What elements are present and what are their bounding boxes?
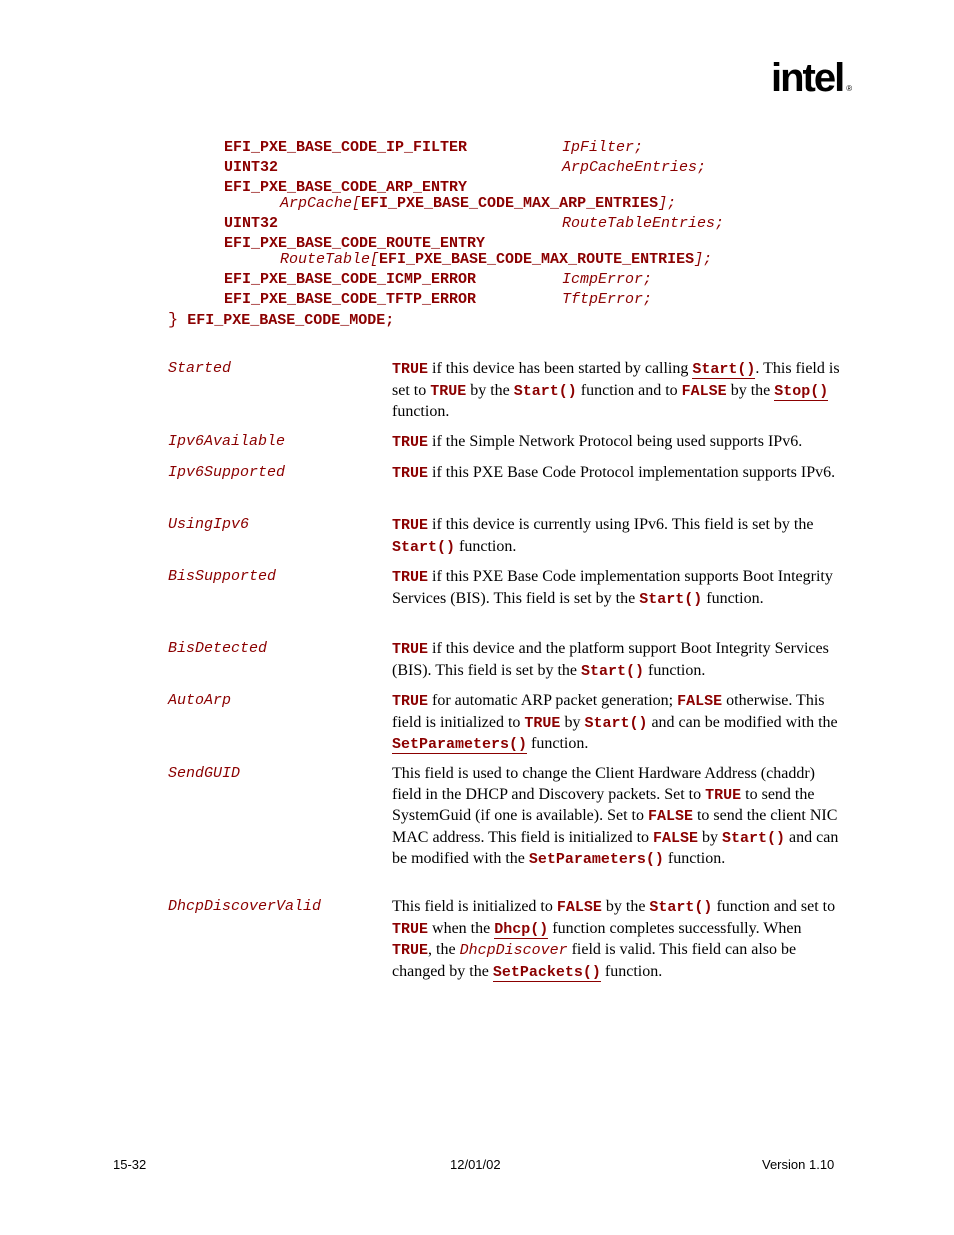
code-field-name: ArpCacheEntries;	[562, 159, 707, 176]
code-field-name: TftpError;	[562, 291, 653, 308]
stop-link[interactable]: Stop()	[774, 382, 829, 400]
field-description: TRUE if this PXE Base Code implementation supports Boot Integrity Services (BIS). This field is set by the Start() function.	[392, 568, 833, 608]
field-description: TRUE for automatic ARP packet generation; FALSE otherwise. This field is initialized to TRUE by Start() and can be modified with the SetParameters() function.	[392, 692, 838, 753]
code-closing: } EFI_PXE_BASE_CODE_MODE;	[168, 311, 395, 330]
field-description: TRUE if this PXE Base Code Protocol implementation supports IPv6.	[392, 464, 836, 482]
intel-logo: intel ®	[771, 56, 853, 100]
code-type: UINT32	[224, 159, 279, 176]
start-link[interactable]: Start()	[692, 361, 756, 378]
field-name: SendGUID	[168, 765, 241, 782]
field-name: BisSupported	[168, 568, 277, 585]
code-type: EFI_PXE_BASE_CODE_ARP_ENTRY	[224, 179, 468, 196]
field-description: TRUE if this device has been started by calling Start(). This field is set to TRUE by the Start() function and to FALSE by the Stop() function.	[392, 360, 840, 420]
footer-version: Version 1.10	[762, 1157, 835, 1172]
footer-date: 12/01/02	[450, 1157, 501, 1172]
setparameters-link[interactable]: SetParameters()	[392, 736, 528, 753]
code-array-decl: ArpCache[EFI_PXE_BASE_CODE_MAX_ARP_ENTRIES];	[280, 195, 677, 212]
code-type: EFI_PXE_BASE_CODE_IP_FILTER	[224, 139, 468, 156]
code-type: EFI_PXE_BASE_CODE_ROUTE_ENTRY	[224, 235, 486, 252]
field-name: AutoArp	[168, 692, 232, 709]
code-field-name: IpFilter;	[562, 139, 644, 156]
field-description: TRUE if the Simple Network Protocol being used supports IPv6.	[392, 433, 803, 451]
page-number: 15-32	[113, 1157, 147, 1172]
field-name: Started	[168, 360, 232, 377]
code-field-name: IcmpError;	[562, 271, 653, 288]
field-description: This field is used to change the Client Hardware Address (chaddr) field in the DHCP and Discovery packets. Set to TRUE to send the SystemGuid (if one is available). Set to FALSE to send the client NIC MAC address. This field is initialized to FALSE by Start() and can be modified with the SetParameters() function.	[392, 765, 839, 868]
field-name: Ipv6Available	[168, 433, 286, 450]
field-name: DhcpDiscoverValid	[168, 898, 322, 915]
code-array-decl: RouteTable[EFI_PXE_BASE_CODE_MAX_ROUTE_ENTRIES];	[280, 251, 713, 268]
field-description: TRUE if this device is currently using IPv6. This field is set by the Start() function.	[392, 516, 814, 556]
code-field-name: RouteTableEntries;	[562, 215, 725, 232]
field-description: This field is initialized to FALSE by the Start() function and set to TRUE when the Dhcp() function completes successfully. When TRUE, the DhcpDiscover field is valid. This field can also be changed by the SetPackets() function.	[392, 898, 836, 981]
field-name: BisDetected	[168, 640, 268, 657]
field-name: Ipv6Supported	[168, 464, 286, 481]
code-type: UINT32	[224, 215, 279, 232]
dhcp-link[interactable]: Dhcp()	[494, 920, 549, 938]
field-description: TRUE if this device and the platform support Boot Integrity Services (BIS). This field is set by the Start() function.	[392, 640, 829, 680]
code-type: EFI_PXE_BASE_CODE_ICMP_ERROR	[224, 271, 477, 288]
setpackets-link[interactable]: SetPackets()	[492, 963, 601, 981]
code-type: EFI_PXE_BASE_CODE_TFTP_ERROR	[224, 291, 477, 308]
field-name: UsingIpv6	[168, 516, 250, 533]
